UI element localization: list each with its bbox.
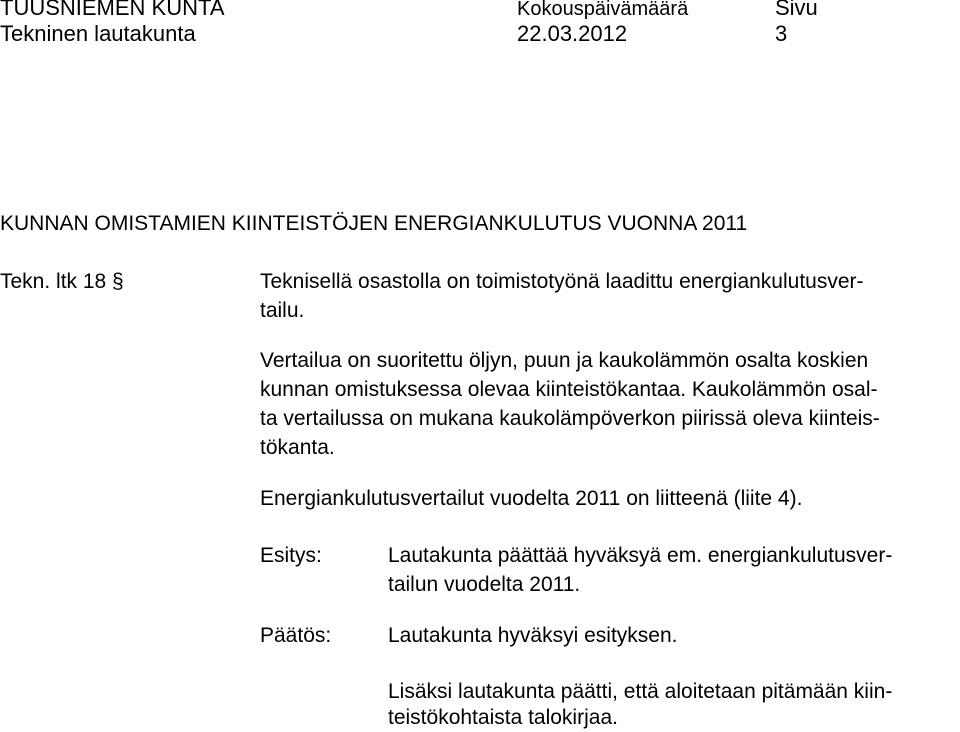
board-name: Tekninen lautakunta: [0, 21, 196, 46]
paragraph-1-line-1: Teknisellä osastolla on toimistotyönä laadittu energiankulutusver-: [260, 270, 864, 293]
page-number: 3: [775, 21, 788, 46]
paragraph-2-line-1: Vertailua on suoritettu öljyn, puun ja kaukolämmön osalta koskien: [260, 349, 869, 372]
paragraph-2-line-4: tökanta.: [260, 436, 335, 459]
addendum-line-2: teistökohtaista talokirjaa.: [388, 706, 618, 729]
org-name: TUUSNIEMEN KUNTA: [0, 0, 225, 20]
proposal-label: Esitys:: [260, 544, 322, 567]
paragraph-2-line-2: kunnan omistuksessa olevaa kiinteistökantaa. Kaukolämmön osal-: [260, 378, 878, 401]
proposal-line-1: Lautakunta päättää hyväksyä em. energiankulutusver-: [388, 544, 893, 567]
document-title: KUNNAN OMISTAMIEN KIINTEISTÖJEN ENERGIANKULUTUS VUONNA 2011: [0, 212, 748, 235]
date-value: 22.03.2012: [517, 21, 628, 46]
section-reference: Tekn. ltk 18 §: [0, 270, 124, 293]
date-label: Kokouspäivämäärä: [517, 0, 689, 20]
page-label: Sivu: [775, 0, 818, 20]
proposal-line-2: tailun vuodelta 2011.: [388, 573, 581, 596]
decision-text: Lautakunta hyväksyi esityksen.: [388, 624, 678, 647]
addendum-line-1: Lisäksi lautakunta päätti, että aloitetaan pitämään kiin-: [388, 680, 893, 703]
paragraph-2-line-3: ta vertailussa on mukana kaukolämpöverkon piirissä oleva kiinteis-: [260, 407, 880, 430]
paragraph-1-line-2: tailu.: [260, 299, 305, 322]
decision-label: Päätös:: [260, 624, 332, 647]
paragraph-3: Energiankulutusvertailut vuodelta 2011 on liitteenä (liite 4).: [260, 487, 803, 510]
